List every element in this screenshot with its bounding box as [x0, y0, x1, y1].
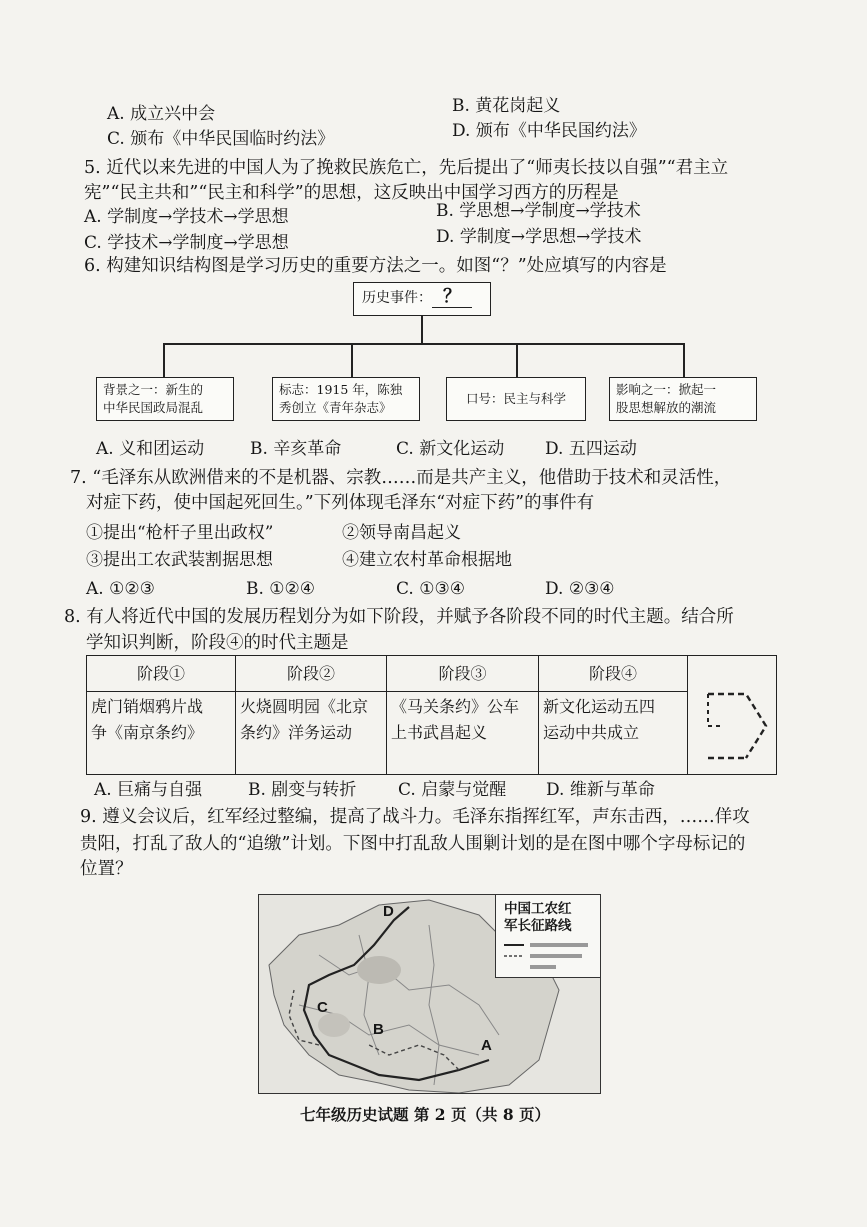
- diagram-box2-line2: 秀创立《青年杂志》: [279, 400, 392, 415]
- stage-arrow-cell: [688, 656, 777, 775]
- diagram-branch-4: [683, 343, 685, 377]
- q6-stem: 6. 构建知识结构图是学习历史的重要方法之一。如图“？”处应填写的内容是: [84, 256, 667, 276]
- diagram-box2-line1: 标志：1915 年，陈独: [279, 382, 403, 397]
- stage2-line2: 条约》洋务运动: [240, 723, 353, 743]
- q7-option-b: B. ①②④: [246, 579, 316, 599]
- dashed-arrow-icon: [688, 656, 776, 766]
- q5-option-a: A. 学制度→学技术→学思想: [84, 207, 289, 227]
- q7-option-d: D. ②③④: [545, 579, 615, 599]
- map-legend: [495, 894, 601, 978]
- q4-option-c: C. 颁布《中华民国临时约法》: [107, 129, 335, 149]
- q5-stem-line1: 5. 近代以来先进的中国人为了挽救民族危亡，先后提出了“师夷长技以自强”“君主立: [84, 158, 729, 178]
- legend-title-line2: 军长征路线: [504, 918, 572, 933]
- stage-header: 阶段④: [539, 656, 688, 692]
- stages-table: [86, 655, 777, 775]
- stage-cell: [87, 692, 236, 775]
- q6-option-d: D. 五四运动: [545, 439, 637, 459]
- stage-header: 阶段②: [236, 656, 387, 692]
- diagram-box4-line1: 影响之一：掀起一: [616, 382, 717, 397]
- diagram-box-impact: [609, 377, 757, 421]
- map-marker-c: C: [317, 999, 328, 1016]
- q7-item-3: ③提出工农武装割据思想: [86, 550, 273, 570]
- diagram-blank: ？: [432, 287, 472, 308]
- diagram-branch-1: [163, 343, 165, 377]
- legend-title-line1: 中国工农红: [504, 901, 572, 916]
- stage3-line1: 《马关条约》公车: [391, 697, 520, 717]
- q8-option-b: B. 剧变与转折: [248, 780, 357, 800]
- q8-option-a: A. 巨痛与自强: [94, 780, 203, 800]
- diagram-branch-2: [351, 343, 353, 377]
- map-marker-a: A: [481, 1037, 492, 1054]
- diagram-connector-horizontal: [163, 343, 685, 345]
- q5-stem-line2: 宪”“民主共和”“民主和科学”的思想，这反映出中国学习西方的历程是: [84, 183, 619, 203]
- legend-keys-icon: [502, 939, 596, 975]
- q8-stem-line2: 学知识判断，阶段④的时代主题是: [86, 633, 349, 653]
- q5-option-c: C. 学技术→学制度→学思想: [84, 233, 289, 253]
- diagram-branch-3: [516, 343, 518, 377]
- diagram-box4-line2: 股思想解放的潮流: [616, 400, 717, 415]
- q9-stem-line2: 贵阳，打乱了敌人的“追缴”计划。下图中打乱敌人围剿计划的是在图中哪个字母标记的: [80, 834, 746, 854]
- q6-option-a: A. 义和团运动: [96, 439, 205, 459]
- q4-option-b: B. 黄花岗起义: [452, 96, 561, 116]
- q9-stem-line3: 位置？: [80, 859, 133, 879]
- q4-option-a: A. 成立兴中会: [107, 104, 216, 124]
- diagram-top-label: 历史事件：: [362, 290, 432, 306]
- stage-cell: [387, 692, 539, 775]
- stage-header: 阶段①: [87, 656, 236, 692]
- q8-option-c: C. 启蒙与觉醒: [398, 780, 507, 800]
- stages-content-row: [87, 692, 777, 775]
- stage2-line1: 火烧圆明园《北京: [240, 697, 369, 717]
- map-marker-b: B: [373, 1021, 384, 1038]
- stage1-line1: 虎门销烟鸦片战: [91, 697, 204, 717]
- diagram-box3-text: 口号：民主与科学: [465, 391, 566, 406]
- q7-item-1: ①提出“枪杆子里出政权”: [86, 523, 274, 543]
- diagram-box-slogan: [446, 377, 586, 421]
- stage3-line2: 上书武昌起义: [391, 723, 488, 743]
- diagram-box1-line1: 背景之一：新生的: [103, 382, 204, 397]
- diagram-top-box: [353, 282, 491, 316]
- diagram-connector-vertical: [421, 316, 423, 344]
- stage-cell: [539, 692, 688, 775]
- q7-stem-line1: 7. “毛泽东从欧洲借来的不是机器、宗教……而是共产主义，他借助于技术和灵活性，: [70, 468, 732, 488]
- q6-option-b: B. 辛亥革命: [250, 439, 342, 459]
- map-marker-d: D: [383, 903, 394, 920]
- q7-option-c: C. ①③④: [396, 579, 465, 599]
- stage4-line1: 新文化运动五四: [543, 697, 656, 717]
- stages-header-row: [87, 656, 777, 692]
- q5-option-d: D. 学制度→学思想→学技术: [436, 227, 642, 247]
- q8-stem-line1: 8. 有人将近代中国的发展历程划分为如下阶段，并赋予各阶段不同的时代主题。结合所: [64, 607, 734, 627]
- q4-option-d: D. 颁布《中华民国约法》: [452, 121, 646, 141]
- q7-item-2: ②领导南昌起义: [342, 523, 461, 543]
- q9-stem-line1: 9. 遵义会议后，红军经过整编，提高了战斗力。毛泽东指挥红军，声东击西，……佯攻: [80, 807, 750, 827]
- q5-option-b: B. 学思想→学制度→学技术: [436, 201, 641, 221]
- q6-option-c: C. 新文化运动: [396, 439, 505, 459]
- stage1-line2: 争《南京条约》: [91, 723, 204, 743]
- stage-header: 阶段③: [387, 656, 539, 692]
- q7-stem-line2: 对症下药，使中国起死回生。”下列体现毛泽东“对症下药”的事件有: [86, 493, 595, 513]
- page-footer: 七年级历史试题 第 2 页（共 8 页）: [300, 1105, 551, 1124]
- q7-item-4: ④建立农村革命根据地: [342, 550, 512, 570]
- stage4-line2: 运动中共成立: [543, 723, 640, 743]
- q8-option-d: D. 维新与革命: [546, 780, 655, 800]
- diagram-box-sign: [272, 377, 420, 421]
- stage-cell: [236, 692, 387, 775]
- diagram-box1-line2: 中华民国政局混乱: [103, 400, 204, 415]
- q7-option-a: A. ①②③: [86, 579, 155, 599]
- diagram-box-background: [96, 377, 234, 421]
